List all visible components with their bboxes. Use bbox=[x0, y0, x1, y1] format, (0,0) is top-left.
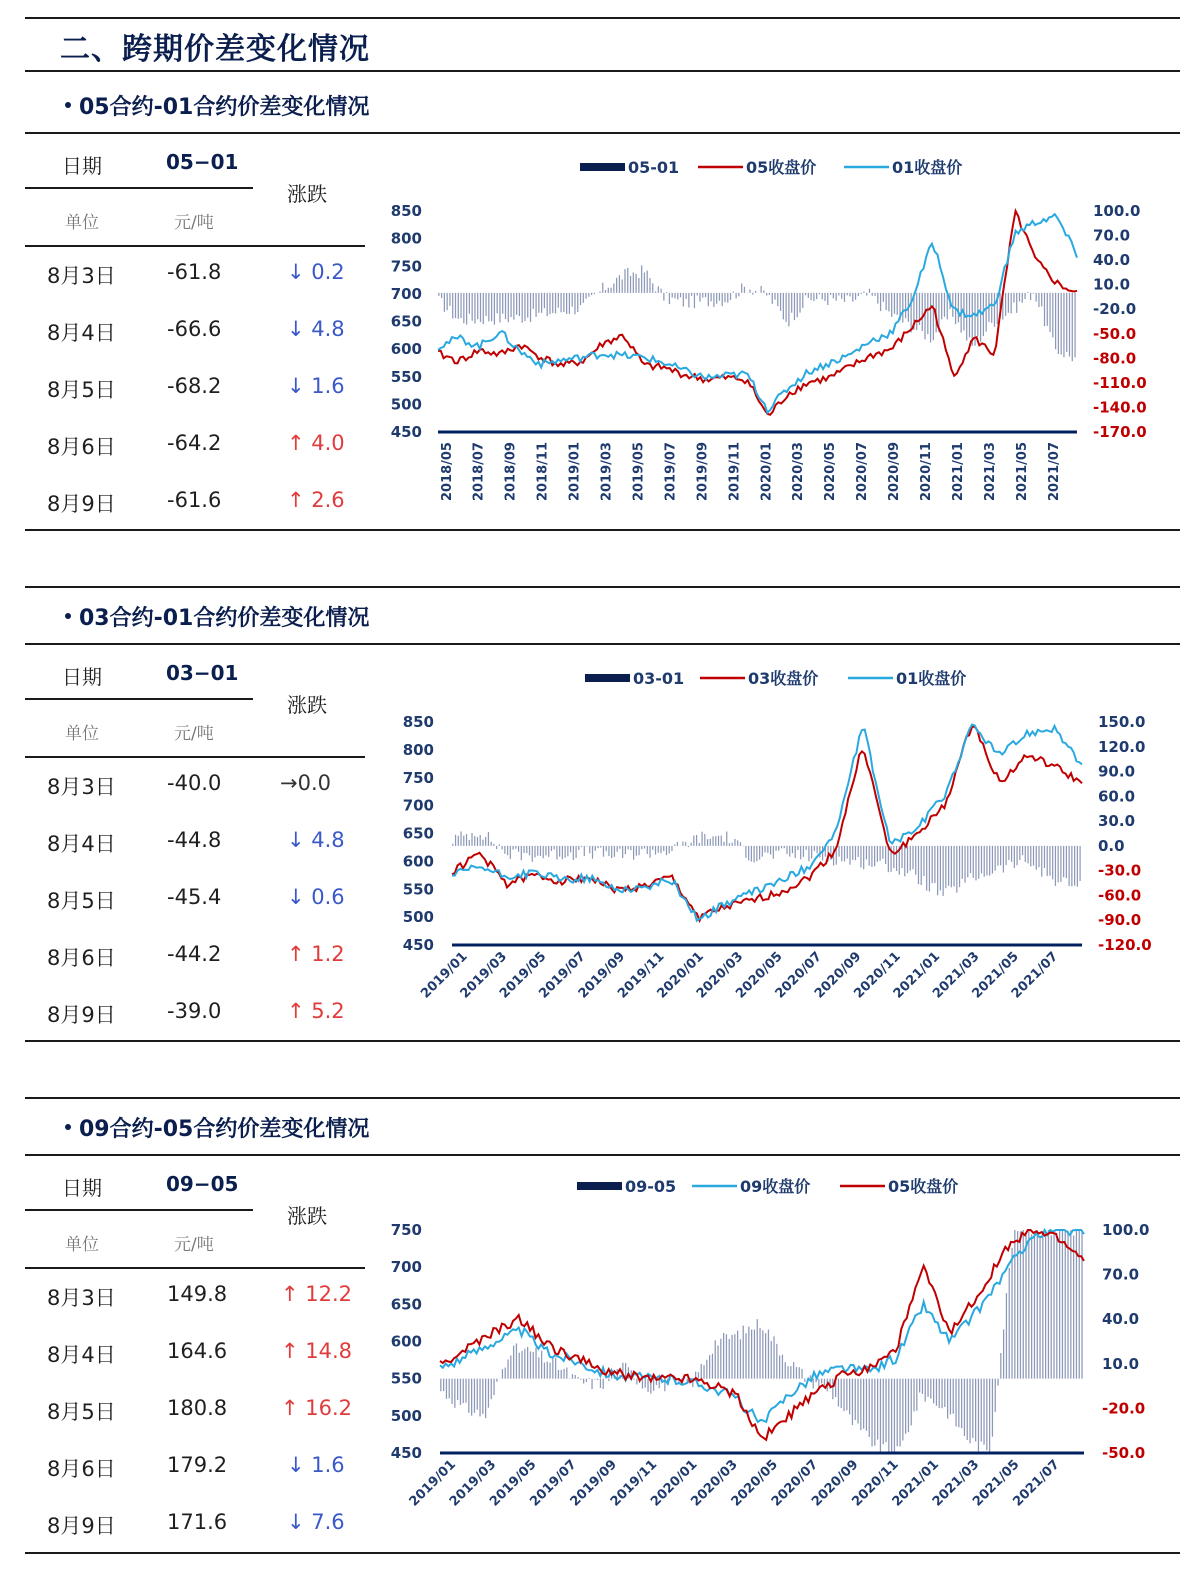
unit-value: 元/吨 bbox=[174, 213, 214, 233]
y-tick-left: 600 bbox=[390, 1332, 422, 1351]
legend-label: 05收盘价 bbox=[746, 158, 817, 177]
x-tick-label: 2018/09 bbox=[503, 442, 519, 502]
y-tick-left: 500 bbox=[402, 908, 434, 927]
header-change: 涨跌 bbox=[287, 182, 327, 206]
x-tick-label: 2020/05 bbox=[733, 949, 786, 1002]
y-tick-right: 40.0 bbox=[1102, 1310, 1140, 1329]
header-rule bbox=[25, 1209, 253, 1211]
row-date: 8月6日 bbox=[47, 946, 116, 970]
table-row bbox=[25, 374, 370, 431]
x-tick-label: 2020/05 bbox=[823, 442, 839, 502]
y-tick-right: -20.0 bbox=[1093, 300, 1137, 319]
legend-label: 01收盘价 bbox=[896, 669, 967, 688]
y-tick-left: 750 bbox=[390, 1221, 422, 1239]
row-date: 8月4日 bbox=[47, 1343, 116, 1367]
x-tick-label: 2019/05 bbox=[487, 1457, 540, 1510]
section-title bbox=[65, 1112, 369, 1143]
y-tick-right: 120.0 bbox=[1098, 737, 1146, 756]
row-value: -44.2 bbox=[167, 942, 222, 966]
row-value: -39.0 bbox=[167, 999, 222, 1023]
x-tick-label: 2019/09 bbox=[695, 442, 711, 502]
series-line-01收盘价 bbox=[452, 725, 1082, 921]
y-tick-right: -90.0 bbox=[1098, 911, 1142, 930]
y-tick-left: 750 bbox=[390, 257, 422, 276]
x-tick-label: 2019/03 bbox=[446, 1457, 500, 1510]
row-date: 8月6日 bbox=[47, 435, 116, 459]
table-row bbox=[25, 431, 370, 488]
row-date: 8月4日 bbox=[47, 832, 116, 856]
y-tick-left: 700 bbox=[390, 284, 422, 303]
header-code: 05−01 bbox=[166, 150, 239, 174]
y-tick-right: -120.0 bbox=[1098, 936, 1152, 954]
row-change: ↓ 7.6 bbox=[287, 1510, 345, 1534]
y-tick-right: 150.0 bbox=[1098, 713, 1146, 731]
table-rule bbox=[25, 756, 365, 758]
y-tick-right: -30.0 bbox=[1098, 861, 1142, 880]
table-row bbox=[25, 828, 370, 885]
chart-03-01 bbox=[380, 661, 1170, 1031]
legend-label: 05收盘价 bbox=[888, 1177, 959, 1196]
table-row bbox=[25, 1396, 370, 1453]
y-tick-right: 70.0 bbox=[1093, 226, 1131, 245]
section-rule-top bbox=[25, 1097, 1180, 1099]
row-change: ↑ 1.2 bbox=[287, 942, 345, 966]
y-tick-left: 550 bbox=[402, 880, 434, 899]
x-tick-label: 2019/01 bbox=[406, 1457, 459, 1510]
y-tick-right: 10.0 bbox=[1093, 275, 1131, 294]
x-tick-label: 2020/11 bbox=[919, 442, 935, 502]
y-tick-right: 100.0 bbox=[1102, 1221, 1150, 1239]
row-value: -61.8 bbox=[167, 260, 222, 284]
y-tick-right: 70.0 bbox=[1102, 1265, 1140, 1284]
x-tick-label: 2019/03 bbox=[457, 949, 510, 1002]
table-row bbox=[25, 942, 370, 999]
legend-label: 05-01 bbox=[628, 158, 680, 177]
unit-value: 元/吨 bbox=[174, 1235, 214, 1255]
row-value: -68.2 bbox=[167, 374, 222, 398]
series-line-03收盘价 bbox=[452, 727, 1082, 921]
unit-label: 单位 bbox=[65, 213, 99, 233]
x-tick-label: 2020/01 bbox=[648, 1457, 701, 1510]
row-change: ↓ 0.6 bbox=[287, 885, 345, 909]
row-date: 8月6日 bbox=[47, 1457, 116, 1481]
y-tick-left: 550 bbox=[390, 367, 422, 386]
row-change: ↓ 4.8 bbox=[287, 317, 345, 341]
table-row bbox=[25, 1453, 370, 1510]
table-row bbox=[25, 885, 370, 942]
row-date: 8月5日 bbox=[47, 889, 116, 913]
chart-09-05 bbox=[380, 1172, 1170, 1552]
table-row bbox=[25, 260, 370, 317]
x-tick-label: 2019/05 bbox=[631, 442, 647, 502]
row-change: →0.0 bbox=[280, 771, 331, 795]
x-tick-label: 2020/07 bbox=[772, 949, 825, 1002]
x-tick-label: 2021/07 bbox=[1046, 442, 1062, 502]
x-tick-label: 2020/11 bbox=[849, 1457, 902, 1510]
header-date: 日期 bbox=[62, 1176, 102, 1200]
row-change: ↑ 16.2 bbox=[281, 1396, 353, 1420]
row-change: ↑ 14.8 bbox=[281, 1339, 353, 1363]
header-code: 03−01 bbox=[166, 661, 239, 685]
table-rule bbox=[25, 1267, 365, 1269]
section-rule-mid bbox=[25, 1154, 1180, 1156]
y-tick-left: 650 bbox=[390, 312, 422, 331]
unit-label: 单位 bbox=[65, 1235, 99, 1255]
chart-05-01-svg bbox=[380, 150, 1160, 520]
chart-09-05-svg bbox=[380, 1172, 1170, 1552]
x-tick-label: 2021/01 bbox=[950, 442, 966, 502]
x-tick-label: 2020/07 bbox=[855, 442, 871, 502]
row-date: 8月3日 bbox=[47, 264, 116, 288]
unit-value: 元/吨 bbox=[174, 724, 214, 744]
row-date: 8月3日 bbox=[47, 775, 116, 799]
y-tick-right: -110.0 bbox=[1093, 373, 1147, 392]
x-tick-label: 2019/01 bbox=[567, 442, 583, 502]
y-tick-left: 500 bbox=[390, 395, 422, 414]
y-tick-right: 30.0 bbox=[1098, 812, 1136, 831]
x-tick-label: 2020/05 bbox=[728, 1457, 781, 1510]
y-tick-right: 100.0 bbox=[1093, 202, 1141, 220]
x-tick-label: 2020/09 bbox=[811, 949, 865, 1002]
x-tick-label: 2019/11 bbox=[607, 1457, 661, 1510]
x-tick-label: 2020/09 bbox=[809, 1457, 862, 1510]
row-value: 171.6 bbox=[167, 1510, 228, 1534]
row-change: ↑ 2.6 bbox=[287, 488, 345, 512]
legend-label: 03-01 bbox=[633, 669, 685, 688]
x-tick-label: 2021/05 bbox=[970, 1457, 1023, 1510]
x-tick-label: 2019/03 bbox=[599, 442, 615, 502]
row-date: 8月9日 bbox=[47, 1003, 116, 1027]
header-change: 涨跌 bbox=[287, 1204, 327, 1228]
x-tick-label: 2019/11 bbox=[615, 949, 668, 1002]
y-tick-left: 800 bbox=[402, 740, 434, 759]
y-tick-left: 650 bbox=[390, 1295, 422, 1314]
x-tick-label: 2021/05 bbox=[969, 949, 1022, 1002]
x-tick-label: 2020/03 bbox=[688, 1457, 741, 1510]
x-tick-label: 2019/11 bbox=[727, 442, 743, 502]
table-row bbox=[25, 1510, 370, 1567]
y-tick-right: -60.0 bbox=[1098, 886, 1142, 905]
section-rule-mid bbox=[25, 132, 1180, 134]
bullet-icon bbox=[65, 1124, 71, 1130]
x-tick-label: 2019/07 bbox=[536, 949, 589, 1002]
x-tick-label: 2021/01 bbox=[889, 1457, 942, 1510]
row-change: ↓ 1.6 bbox=[287, 374, 345, 398]
y-tick-left: 600 bbox=[402, 852, 434, 871]
y-tick-left: 850 bbox=[390, 202, 422, 220]
section-rule-bottom bbox=[25, 1552, 1180, 1554]
chart-05-01 bbox=[380, 150, 1160, 520]
x-tick-label: 2019/09 bbox=[575, 949, 629, 1002]
section-rule-top bbox=[25, 586, 1180, 588]
section-title bbox=[65, 601, 369, 632]
bullet-icon bbox=[65, 613, 71, 619]
y-tick-right: 0.0 bbox=[1098, 836, 1125, 855]
section-rule-mid bbox=[25, 643, 1180, 645]
table-rule bbox=[25, 245, 365, 247]
y-tick-left: 700 bbox=[390, 1258, 422, 1277]
row-change: ↓ 0.2 bbox=[287, 260, 345, 284]
table-row bbox=[25, 1282, 370, 1339]
y-tick-right: -80.0 bbox=[1093, 349, 1137, 368]
row-date: 8月3日 bbox=[47, 1286, 116, 1310]
x-tick-label: 2019/07 bbox=[663, 442, 679, 502]
header-change: 涨跌 bbox=[287, 693, 327, 717]
row-date: 8月5日 bbox=[47, 378, 116, 402]
row-change: ↓ 1.6 bbox=[287, 1453, 345, 1477]
header-date: 日期 bbox=[62, 665, 102, 689]
row-date: 8月4日 bbox=[47, 321, 116, 345]
section-rule-top bbox=[25, 70, 1180, 72]
x-tick-label: 2018/07 bbox=[471, 442, 487, 502]
legend-swatch-05-01 bbox=[580, 163, 625, 171]
x-tick-label: 2021/07 bbox=[1010, 1457, 1063, 1510]
row-date: 8月9日 bbox=[47, 1514, 116, 1538]
y-tick-left: 800 bbox=[390, 229, 422, 248]
x-tick-label: 2019/05 bbox=[496, 949, 550, 1002]
y-tick-left: 550 bbox=[390, 1369, 422, 1388]
x-tick-label: 2021/03 bbox=[929, 1457, 983, 1510]
row-value: -66.6 bbox=[167, 317, 222, 341]
y-tick-left: 750 bbox=[402, 768, 434, 787]
y-tick-left: 450 bbox=[390, 423, 422, 441]
y-tick-right: -20.0 bbox=[1102, 1399, 1146, 1418]
legend-label: 09收盘价 bbox=[740, 1177, 811, 1196]
y-tick-left: 650 bbox=[402, 824, 434, 843]
legend-label: 03收盘价 bbox=[748, 669, 819, 688]
y-tick-right: 90.0 bbox=[1098, 762, 1136, 781]
header-date: 日期 bbox=[62, 154, 102, 178]
x-tick-label: 2021/05 bbox=[1014, 442, 1030, 502]
row-change: ↑ 4.0 bbox=[287, 431, 345, 455]
section-title bbox=[65, 90, 369, 121]
y-tick-right: 10.0 bbox=[1102, 1354, 1140, 1373]
row-value: 180.8 bbox=[167, 1396, 228, 1420]
x-tick-label: 2021/07 bbox=[1008, 949, 1062, 1002]
y-tick-left: 500 bbox=[390, 1406, 422, 1425]
x-tick-label: 2020/03 bbox=[791, 442, 807, 502]
header-rule bbox=[25, 187, 253, 189]
x-tick-label: 2020/01 bbox=[654, 949, 707, 1002]
table-row bbox=[25, 1339, 370, 1396]
row-change: ↓ 4.8 bbox=[287, 828, 345, 852]
y-tick-left: 450 bbox=[402, 936, 434, 954]
row-date: 8月9日 bbox=[47, 492, 116, 516]
header-rule bbox=[25, 698, 253, 700]
table-row bbox=[25, 771, 370, 828]
y-tick-left: 600 bbox=[390, 340, 422, 359]
row-value: -64.2 bbox=[167, 431, 222, 455]
legend-swatch-09-05 bbox=[577, 1182, 622, 1190]
row-value: 164.6 bbox=[167, 1339, 228, 1363]
row-change: ↑ 5.2 bbox=[287, 999, 345, 1023]
x-tick-label: 2021/03 bbox=[930, 949, 983, 1002]
x-tick-label: 2019/07 bbox=[527, 1457, 580, 1510]
row-date: 8月5日 bbox=[47, 1400, 116, 1424]
row-value: -45.4 bbox=[167, 885, 222, 909]
y-tick-right: 60.0 bbox=[1098, 787, 1136, 806]
x-tick-label: 2020/11 bbox=[851, 949, 904, 1002]
row-value: -44.8 bbox=[167, 828, 222, 852]
chart-03-01-svg bbox=[380, 661, 1170, 1031]
x-tick-label: 2020/09 bbox=[887, 442, 903, 502]
series-line-01收盘价 bbox=[438, 214, 1077, 413]
row-value: -40.0 bbox=[167, 771, 222, 795]
x-tick-label: 2019/01 bbox=[418, 949, 471, 1002]
y-tick-right: -140.0 bbox=[1093, 398, 1147, 417]
x-tick-label: 2020/03 bbox=[693, 949, 747, 1002]
unit-label: 单位 bbox=[65, 724, 99, 744]
x-tick-label: 2018/05 bbox=[439, 442, 455, 502]
legend-label: 09-05 bbox=[625, 1177, 677, 1196]
x-tick-label: 2020/01 bbox=[759, 442, 775, 502]
x-tick-label: 2018/11 bbox=[535, 442, 551, 502]
x-tick-label: 2020/07 bbox=[768, 1457, 822, 1510]
y-tick-right: -50.0 bbox=[1102, 1444, 1146, 1462]
x-tick-label: 2021/01 bbox=[890, 949, 944, 1002]
row-value: 149.8 bbox=[167, 1282, 228, 1306]
section-title-text: 05合约-01合约价差变化情况 bbox=[79, 95, 370, 120]
row-change: ↑ 12.2 bbox=[281, 1282, 353, 1306]
row-value: 179.2 bbox=[167, 1453, 228, 1477]
row-value: -61.6 bbox=[167, 488, 222, 512]
bullet-icon bbox=[65, 102, 71, 108]
x-tick-label: 2021/03 bbox=[982, 442, 998, 502]
y-tick-left: 450 bbox=[390, 1444, 422, 1462]
section-title-text: 03合约-01合约价差变化情况 bbox=[79, 606, 370, 631]
y-tick-right: -50.0 bbox=[1093, 324, 1137, 343]
y-tick-left: 700 bbox=[402, 796, 434, 815]
table-row bbox=[25, 317, 370, 374]
header-code: 09−05 bbox=[166, 1172, 239, 1196]
y-tick-right: -170.0 bbox=[1093, 423, 1147, 441]
y-tick-right: 40.0 bbox=[1093, 251, 1131, 270]
y-tick-left: 850 bbox=[402, 713, 434, 731]
page-title: 二、跨期价差变化情况 bbox=[60, 32, 370, 67]
x-tick-label: 2019/09 bbox=[567, 1457, 620, 1510]
legend-label: 01收盘价 bbox=[892, 158, 963, 177]
section-title-text: 09合约-05合约价差变化情况 bbox=[79, 1117, 370, 1142]
legend-swatch-03-01 bbox=[585, 674, 630, 682]
